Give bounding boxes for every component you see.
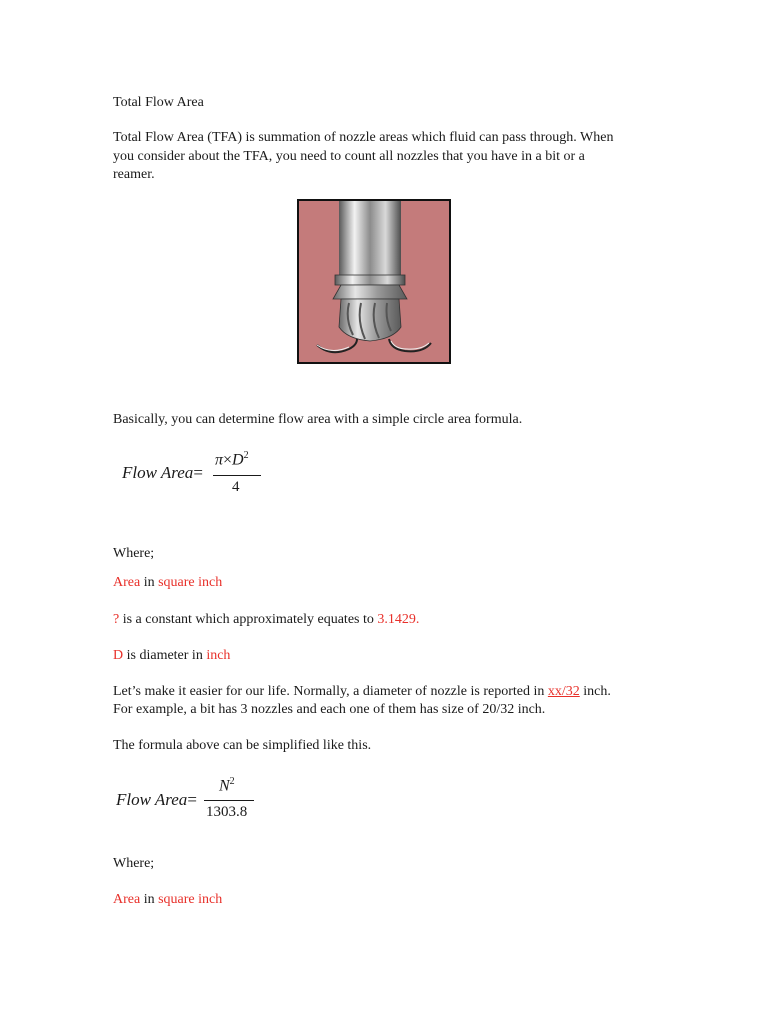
nozzle-size-link[interactable]: xx/32	[547, 684, 580, 699]
intro-line-1: Total Flow Area (TFA) is summation of nozzle areas which fluid can pass through. When	[113, 130, 614, 145]
flow-area-formula	[122, 450, 282, 502]
intro-line-3: reamer.	[113, 167, 155, 182]
formula2-lhs: Flow Area=	[116, 790, 197, 809]
definition-diameter: D is diameter in inch	[113, 648, 231, 663]
nozzle-paragraph-line-1: Let’s make it easier for our life. Normally, a diameter of nozzle is reported in xx/32 inch.	[113, 684, 611, 699]
where-label-2: Where;	[113, 856, 155, 871]
drill-bit-nozzle-illustration	[297, 199, 451, 364]
formula-numerator: $\pi\times D^2$	[215, 450, 249, 469]
formula2-denominator: 1303.8	[206, 804, 248, 820]
simplify-text: The formula above can be simplified like this.	[113, 738, 372, 753]
page-title: Total Flow Area	[113, 95, 204, 110]
intro-formula-text: Basically, you can determine flow area with a simple circle area formula.	[113, 412, 523, 427]
where-label: Where;	[113, 546, 155, 561]
simplified-flow-area-formula	[116, 774, 266, 826]
formula-denominator: 4	[232, 479, 240, 495]
definition-area-2: Area in square inch	[113, 892, 223, 907]
fraction-bar	[213, 475, 261, 476]
definition-area: Area in square inch	[113, 575, 223, 590]
formula-lhs: Flow Area=	[122, 463, 203, 482]
nozzle-paragraph-line-2: For example, a bit has 3 nozzles and each one of them has size of 20/32 inch.	[113, 702, 546, 717]
definition-pi: ? is a constant which approximately equates to 3.1429.	[113, 612, 420, 627]
fraction-bar-2	[204, 800, 254, 801]
intro-line-2: you consider about the TFA, you need to count all nozzles that you have in a bit or a	[113, 149, 585, 164]
formula2-numerator: $N^2$	[219, 776, 235, 795]
